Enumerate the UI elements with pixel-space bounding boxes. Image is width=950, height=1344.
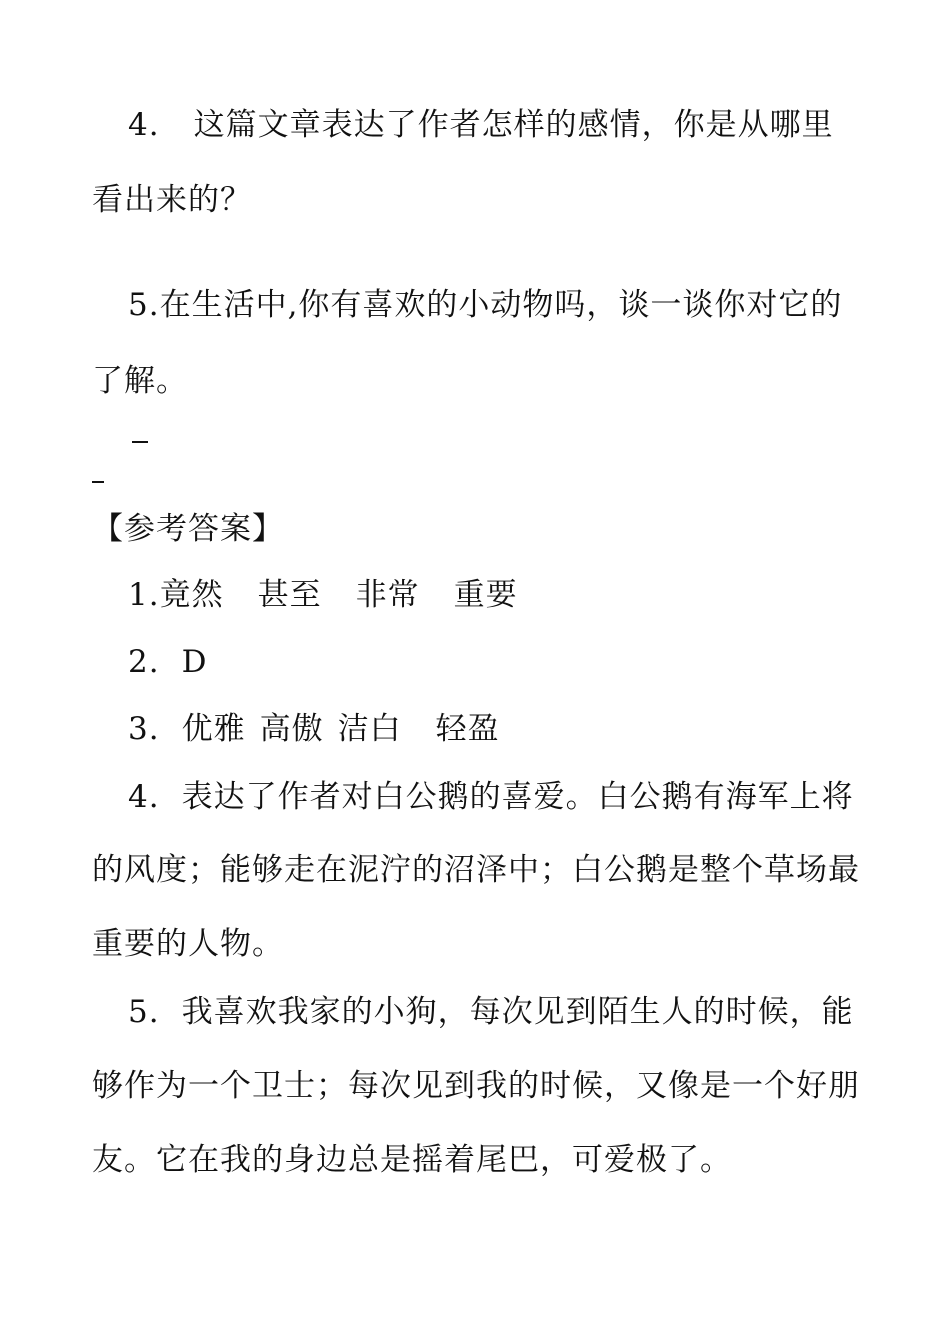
answer-5-number: 5.	[128, 994, 160, 1030]
answer-4-line-3: 重要的人物。	[92, 926, 284, 962]
question-5-line-2: 了解。	[92, 363, 188, 399]
blank-mark-1	[132, 441, 148, 443]
answer-4-text: 表达了作者对白公鹅的喜爱。白公鹅有海军上将	[181, 779, 854, 815]
answer-4-line-2: 的风度；能够走在泥泞的沼泽中；白公鹅是整个草场最	[92, 852, 860, 888]
answer-5-text: 我喜欢我家的小狗，每次见到陌生人的时候，能	[181, 994, 854, 1030]
answer-2-number: 2.	[128, 644, 160, 680]
answer-5-line-2: 够作为一个卫士；每次见到我的时候，又像是一个好朋	[92, 1068, 860, 1104]
answer-1	[128, 575, 858, 615]
blank-mark-2	[92, 481, 104, 483]
answer-3	[128, 709, 858, 749]
question-4-line-2: 看出来的？	[92, 182, 252, 218]
question-5-line-1: 5.在生活中,你有喜欢的小动物吗，谈一谈你对它的	[128, 287, 843, 323]
answer-5-line-1	[128, 992, 858, 1032]
answer-1-word: 非常	[355, 577, 420, 613]
question-4-number: 4.	[128, 107, 160, 143]
answer-1-word: 竟然	[159, 577, 224, 613]
answer-3-word: 洁白	[337, 711, 402, 747]
answer-5-line-3: 友。它在我的身边总是摇着尾巴，可爱极了。	[92, 1142, 732, 1178]
answer-4-number: 4.	[128, 779, 160, 815]
answer-3-word: 轻盈	[435, 711, 500, 747]
answer-heading: 【参考答案】	[92, 511, 284, 547]
answer-2	[128, 642, 858, 682]
answer-3-word: 优雅	[181, 711, 246, 747]
answer-3-word: 高傲	[259, 711, 324, 747]
answer-3-number: 3.	[128, 711, 160, 747]
answer-1-number: 1.	[128, 577, 160, 613]
answer-1-word: 重要	[453, 577, 518, 613]
question-4-text: 这篇文章表达了作者怎样的感情，你是从哪里	[193, 107, 834, 143]
answer-2-value: D	[181, 644, 208, 680]
question-4-line-1	[128, 105, 858, 145]
answer-4-line-1	[128, 777, 858, 817]
answer-1-word: 甚至	[257, 577, 322, 613]
